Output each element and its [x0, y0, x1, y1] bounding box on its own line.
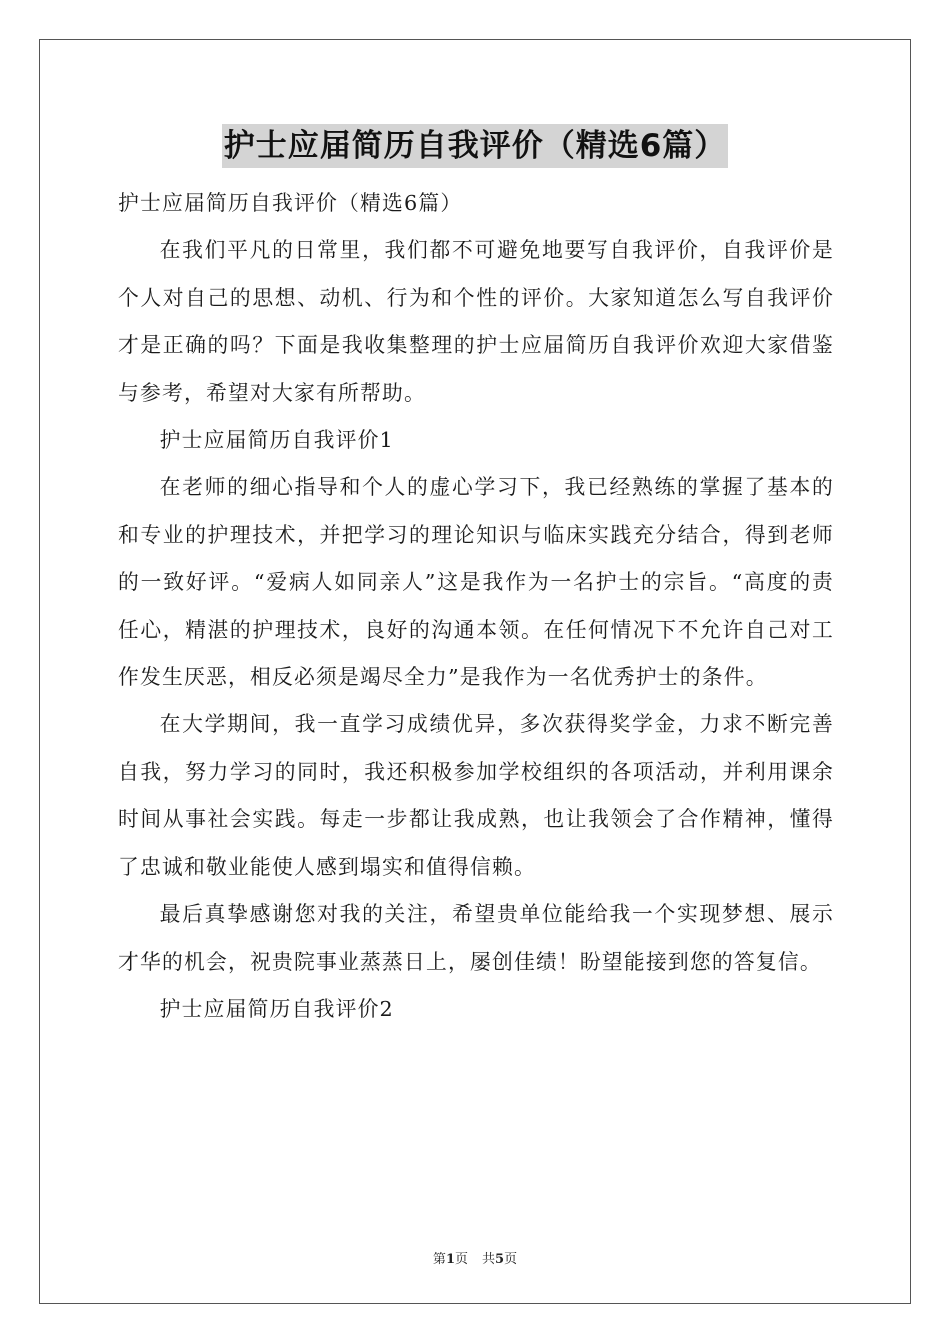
current-page-number: 1 [445, 1252, 455, 1267]
title-container [0, 124, 950, 168]
total-page-count: 5 [495, 1252, 505, 1267]
section-heading-1: 护士应届简历自我评价1 [159, 428, 394, 453]
page-prefix: 第 [432, 1252, 446, 1267]
total-prefix: 共 [482, 1252, 496, 1267]
body-paragraph: 在大学期间，我一直学习成绩优异，多次获得奖学金，力求不断完善自我，努力学习的同时，我还积极参加学校组织的各项活动，并利用课余时间从事社会实践。每走一步都让我成熟，也让我领会了合作精神，懂得了忠诚和敬业能使人感到塌实和值得信赖。 [118, 712, 834, 879]
body-paragraph: 在老师的细心指导和个人的虚心学习下，我已经熟练的掌握了基本的和专业的护理技术，并把学习的理论知识与临床实践充分结合，得到老师的一致好评。“爱病人如同亲人”这是我作为一名护士的宗旨。“高度的责任心，精湛的护理技术，良好的沟通本领。在任何情况下不允许自己对工作发生厌恶，相反必须是竭尽全力”是我作为一名优秀护士的条件。 [118, 475, 834, 690]
total-suffix: 页 [504, 1252, 518, 1267]
intro-paragraph: 在我们平凡的日常里，我们都不可避免地要写自我评价，自我评价是个人对自己的思想、动机、行为和个性的评价。大家知道怎么写自我评价才是正确的吗？下面是我收集整理的护士应届简历自我评价欢迎大家借鉴与参考，希望对大家有所帮助。 [118, 238, 834, 405]
page-footer [0, 1248, 950, 1267]
document-subtitle: 护士应届简历自我评价（精选6篇） [118, 191, 463, 215]
document-title: 护士应届简历自我评价（精选6篇） [222, 124, 729, 168]
body-paragraph: 最后真挚感谢您对我的关注，希望贵单位能给我一个实现梦想、展示才华的机会，祝贵院事业蒸蒸日上，屡创佳绩！盼望能接到您的答复信。 [118, 902, 834, 974]
document-body [118, 180, 834, 1033]
section-heading-2: 护士应届简历自我评价2 [159, 996, 394, 1021]
page-suffix: 页 [454, 1252, 468, 1267]
